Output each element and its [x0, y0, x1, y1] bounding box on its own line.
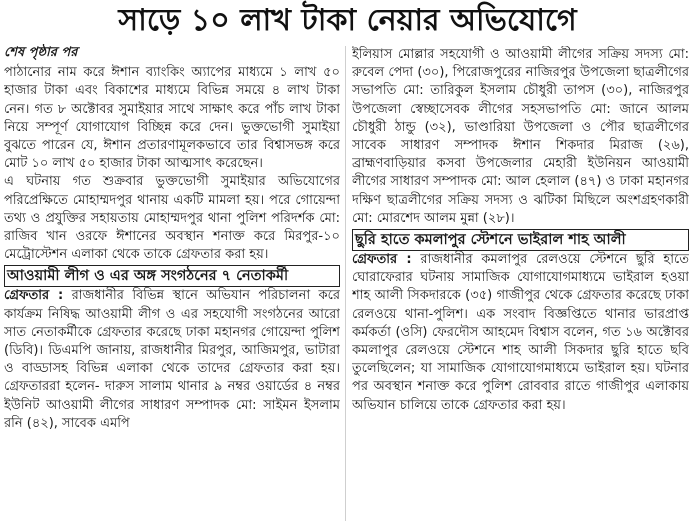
body-paragraph	[4, 287, 340, 433]
body-text: রাজধানীর বিভিন্ন স্থানে অভিযান পরিচালনা করে কার্যক্রম নিষিদ্ধ আওয়ামী লীগ ও এর সহযোগী সংগঠনের আরো সাত নেতাকর্মীকে গ্রেফতার করেছে ঢাকা মহানগর গোয়েন্দা পুলিশ (ডিবি)। ডিএমপি জানায়, রাজধানীর মিরপুর, আজিমপুর, ভাটারা ও বাড্ডাসহ বিভিন্ন এলাকা থেকে তাদের গ্রেফতার করা হয়। গ্রেফতাররা হলেন- দারুস সালাম থানার ৯ নম্বর ওয়ার্ডের ৪ নম্বর ইউনিট আওয়ামী লীগের সাধারণ সম্পাদক মো: সাইমন ইসলাম রনি (৪২), সাবেক এমপি	[4, 288, 340, 431]
headline: সাড়ে ১০ লাখ টাকা নেয়ার অভিযোগে	[118, 3, 577, 38]
body-paragraph: ইলিয়াস মোল্লার সহযোগী ও আওয়ামী লীগের সক্রিয় সদস্য মো: রুবেল পেদা (৩০), পিরোজপুরের নাজিরপুর উপজেলা ছাত্রলীগের সভাপতি মো: তারিকুল ইসলাম চৌধুরী তাপস (৩০), নাজিরপুর উপজেলা স্বেচ্ছাসেবক লীগের সহসভাপতি মো: জানে আলম চৌধুরী ঠান্ডু (৩২), ভাণ্ডারিয়া উপজেলা ও পৌর ছাত্রলীগের সাবেক সাধারণ সম্পাদক ঈশান শিকদার মিরাজ (২৬), ব্রাহ্মণবাড়িয়ার কসবা উপজেলার মেহারী ইউনিয়ন আওয়ামী লীগের সাধারণ সম্পাদক মো: আল হেলাল (৪৭) ও ঢাকা মহানগর দক্ষিণ ছাত্রলীগের সক্রিয় সদস্য ও ঝটিকা মিছিলে অংশগ্রহণকারী মো: মোরশেদ আলম মুন্না (২৮)।	[352, 47, 689, 226]
subheading-lead: গ্রেফতার :	[4, 288, 64, 304]
body-text: রাজধানীর কমলাপুর রেলওয়ে স্টেশনে ছুরি হাতে ঘোরাফেরার ঘটনায় সামাজিক যোগাযোগমাধ্যমে ভাইরাল হওয়া শাহ আলী সিকদারকে (৩৫) গাজীপুর থেকে গ্রেফতার করেছে ঢাকা রেলওয়ে থানা-পুলিশ। এক সংবাদ বিজ্ঞপ্তিতে থানার ভারপ্রাপ্ত কর্মকর্তা (ওসি) ফেরদৌস আহমেদ বিশ্বাস বলেন, গত ১৬ অক্টোবর কমলাপুর রেলওয়ে স্টেশনে শাহ আলী সিকদার ছুরি হাতে ছবি তুলেছিলেন; যা সামাজিক যোগাযোগমাধ্যমে ভাইরাল হয়। ঘটনার পর অবস্থান শনাক্ত করে পুলিশ রোববার রাতে গাজীপুর এলাকায় অভিযান চালিয়ে তাকে গ্রেফতার করা হয়।	[352, 252, 689, 413]
column-divider	[345, 46, 346, 521]
body-paragraph	[352, 251, 689, 415]
continuation-kicker: শেষ পৃষ্ঠার পর	[4, 45, 78, 60]
left-column	[4, 44, 340, 523]
body-paragraph: এ ঘটনায় গত শুক্রবার ভুক্তভোগী সুমাইয়ার অভিযোগের পরিপ্রেক্ষিতে মোহাম্মদপুর থানায় একটি মামলা হয়। পরে গোয়েন্দা তথ্য ও প্রযুক্তির সহায়তায় মোহাম্মদপুর থানা পুলিশ পরিদর্শক মো: রাজিব খান ওরফে ঈশানের অবস্থান শনাক্ত করে মিরপুর-১০ মেট্রোস্টেশন এলাকা থেকে তাকে গ্রেফতার করা হয়।	[4, 174, 340, 263]
subheading-lead: গ্রেফতার :	[352, 252, 412, 268]
right-column	[352, 46, 689, 523]
subheading: আওয়ামী লীগ ও এর অঙ্গ সংগঠনের ৭ নেতাকর্মী	[4, 265, 340, 287]
body-paragraph: পাঠানোর নাম করে ঈশান ব্যাংকিং অ্যাপের মাধ্যমে ১ লাখ ৫০ হাজার টাকা এবং বিকাশের মাধ্যমে বিভিন্ন সময়ে ৪ লাখ টাকা নেন। গত ৮ অক্টোবর সুমাইয়ার সাথে সাক্ষাৎ করে পাঁচ লাখ টাকা নিয়ে সম্পূর্ণ যোগাযোগ বিচ্ছিন্ন করে দেন। ভুক্তভোগী সুমাইয়া বুঝতে পারেন যে, ঈশান প্রতারণামূলকভাবে তার বিশ্বাসভঙ্গ করে মোট ১০ লাখ ৫০ হাজার টাকা আত্মসাৎ করেছেন।	[4, 65, 340, 172]
subheading: ছুরি হাতে কমলাপুর স্টেশনে ভাইরাল শাহ আলী	[352, 229, 689, 251]
